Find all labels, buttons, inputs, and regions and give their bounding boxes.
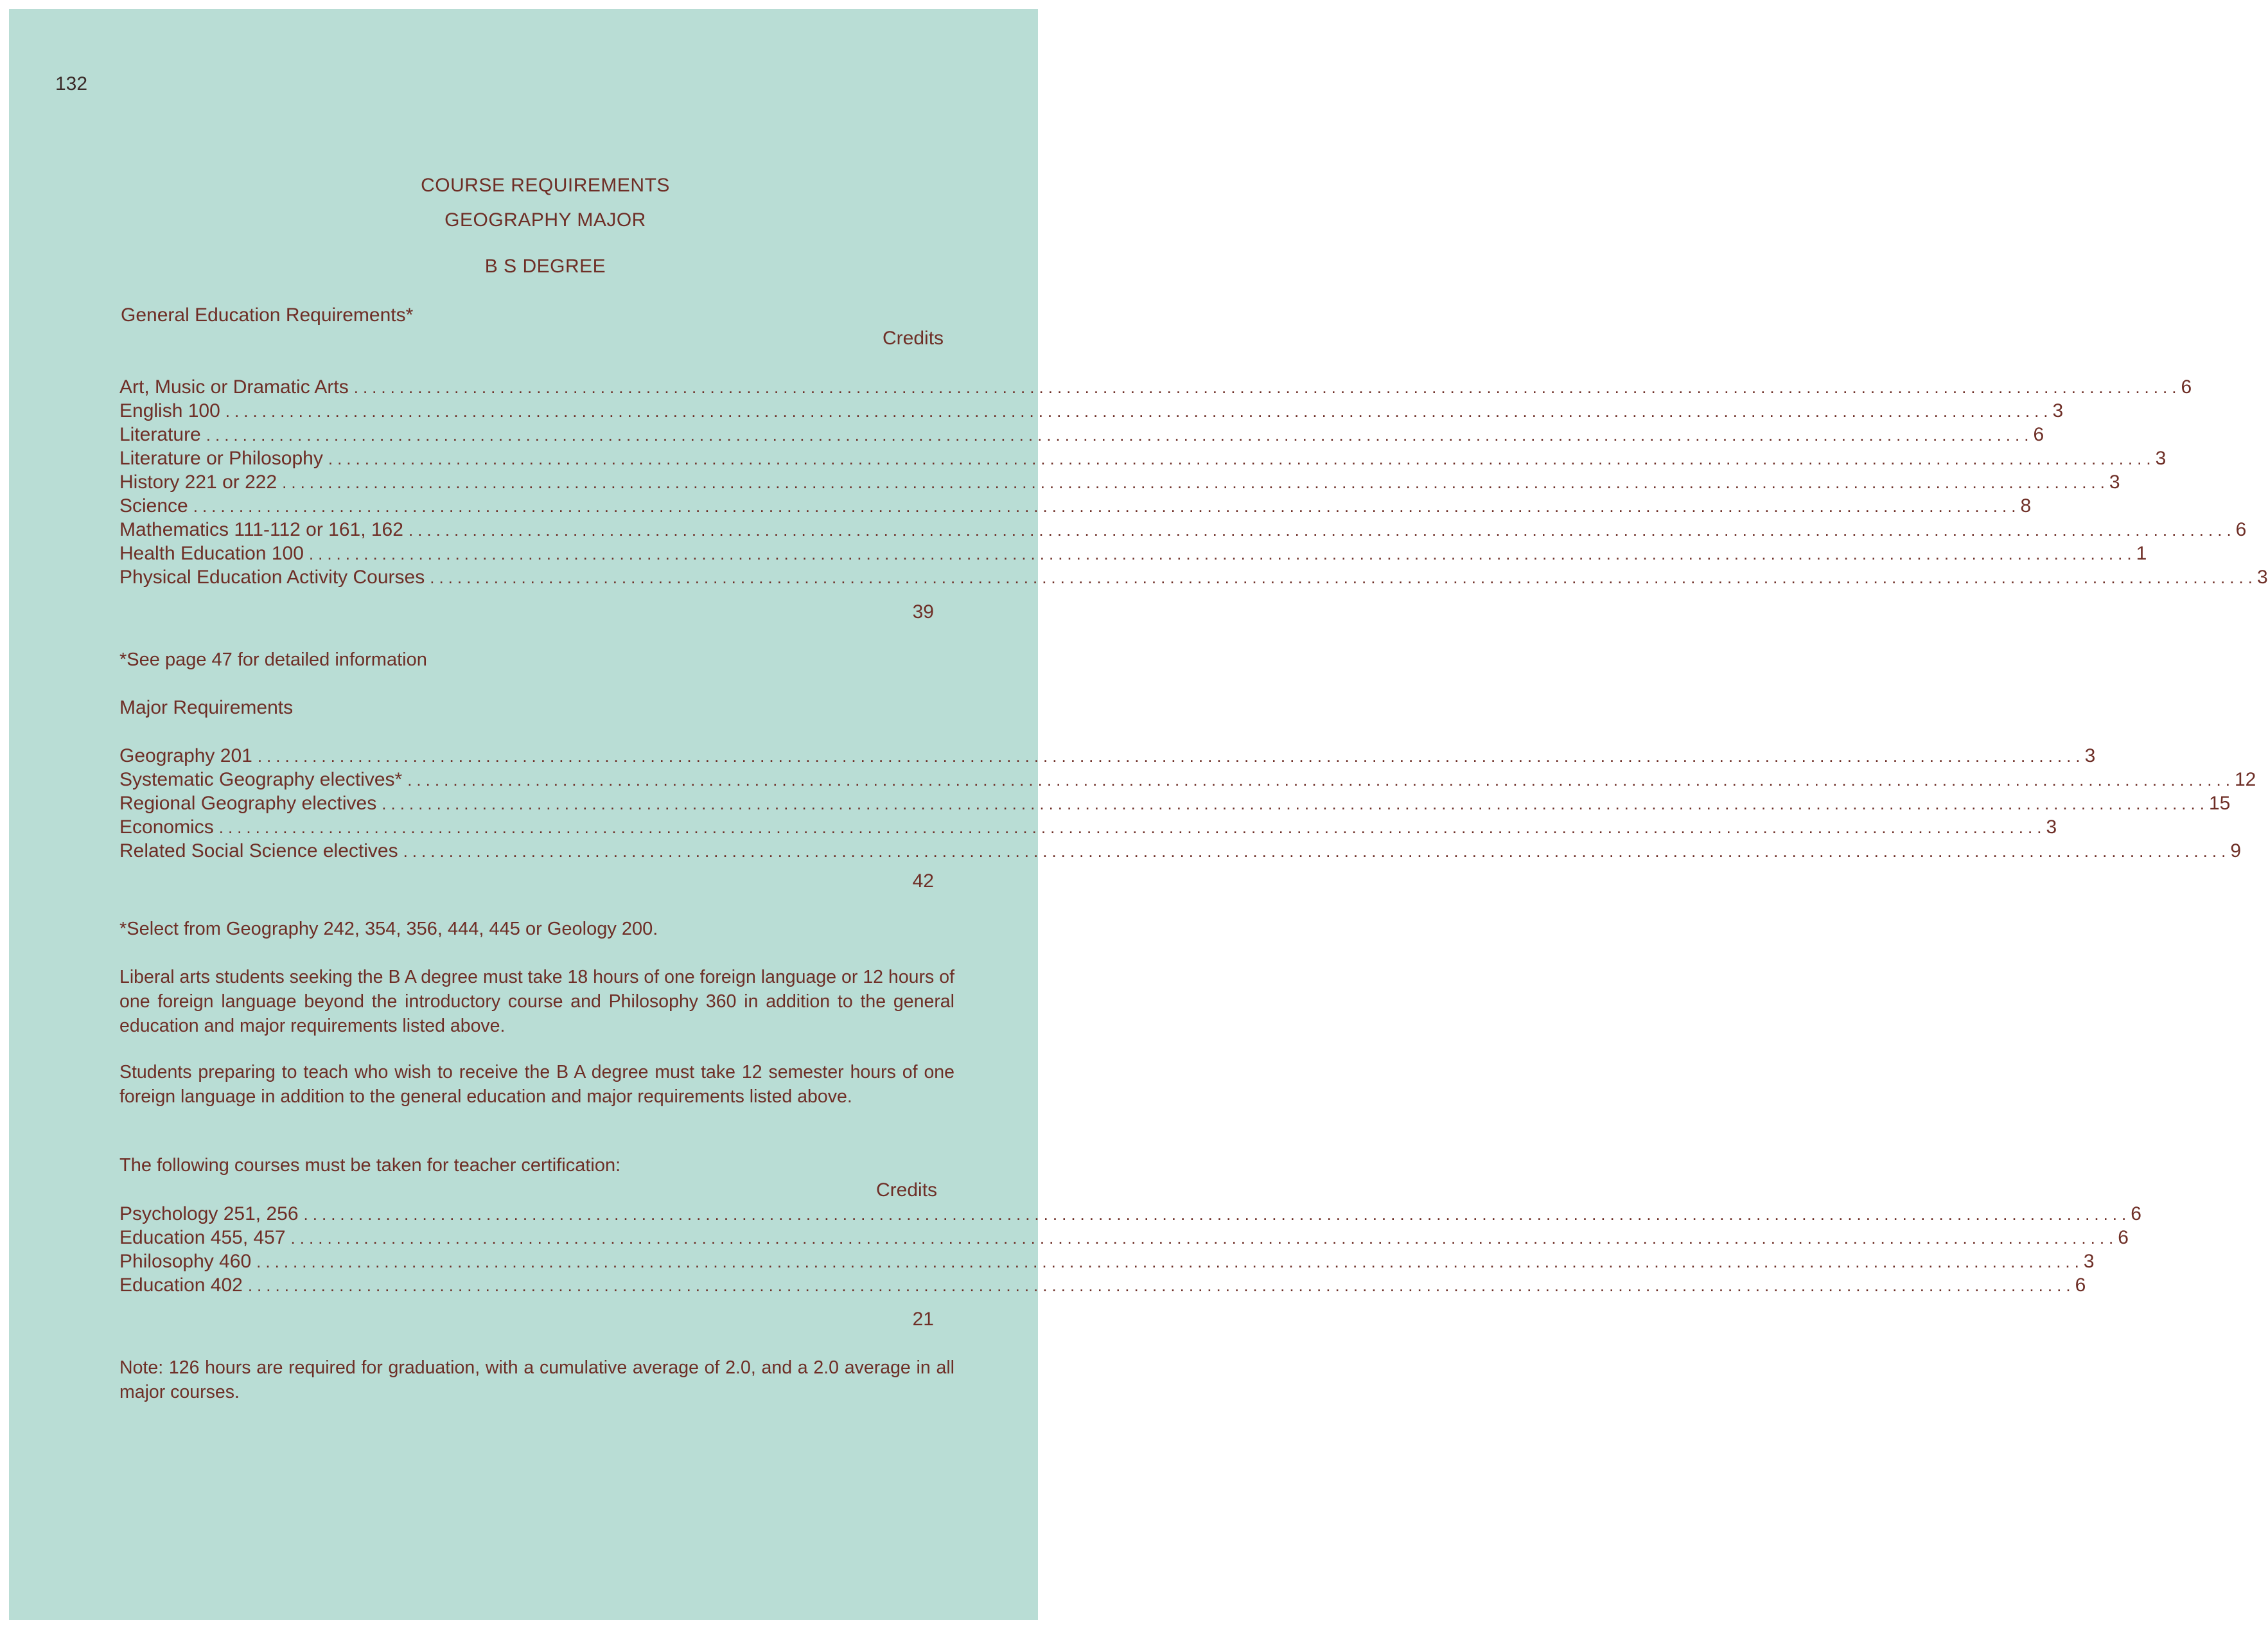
major-item bbox=[119, 769, 2256, 793]
major-item bbox=[119, 840, 2241, 864]
dot-leader: ........................................................................................................................................................................................................ bbox=[218, 818, 2046, 837]
item-label: Regional Geography electives bbox=[119, 793, 377, 814]
item-label: History 221 or 222 bbox=[119, 472, 277, 493]
item-credits: 9 bbox=[2230, 840, 2241, 861]
item-label: Literature or Philosophy bbox=[119, 448, 323, 469]
teacher-total: 21 bbox=[912, 1309, 934, 1330]
item-credits: 1 bbox=[2136, 543, 2147, 564]
item-label: Education 455, 457 bbox=[119, 1227, 286, 1248]
dot-leader: ........................................................................................................................................................................................................ bbox=[282, 473, 2109, 492]
general-credits-label: Credits bbox=[883, 328, 944, 349]
teacher-credits-label: Credits bbox=[876, 1179, 938, 1201]
general-total: 39 bbox=[912, 601, 934, 622]
item-credits: 3 bbox=[2046, 816, 2057, 838]
teacher-item bbox=[119, 1227, 2129, 1251]
item-label: Philosophy 460 bbox=[119, 1251, 252, 1272]
item-credits: 15 bbox=[2208, 793, 2231, 814]
dot-leader: ........................................................................................................................................................................................................ bbox=[193, 497, 2021, 516]
item-label: Literature bbox=[119, 424, 201, 445]
dot-leader: ........................................................................................................................................................................................................ bbox=[225, 402, 2053, 421]
item-credits: 3 bbox=[2155, 448, 2167, 469]
catalog-page bbox=[9, 9, 2268, 1620]
general-item bbox=[119, 448, 2167, 472]
item-label: English 100 bbox=[119, 400, 220, 421]
item-credits: 3 bbox=[2256, 567, 2268, 588]
general-item bbox=[119, 567, 2268, 590]
general-footnote: *See page 47 for detailed information bbox=[119, 649, 427, 670]
heading-geography-major: GEOGRAPHY MAJOR bbox=[444, 209, 646, 231]
item-credits: 3 bbox=[2109, 472, 2120, 493]
major-item bbox=[119, 745, 2096, 769]
dot-leader: ........................................................................................................................................................................................................ bbox=[430, 568, 2257, 587]
major-requirements-title: Major Requirements bbox=[119, 697, 294, 718]
general-item bbox=[119, 543, 2147, 567]
dot-leader: ........................................................................................................................................................................................................ bbox=[407, 770, 2235, 790]
item-credits: 6 bbox=[2033, 424, 2044, 445]
dot-leader: ........................................................................................................................................................................................................ bbox=[328, 449, 2156, 468]
dot-leader: ........................................................................................................................................................................................................ bbox=[247, 1276, 2075, 1295]
item-credits: 3 bbox=[2083, 1251, 2095, 1272]
general-item bbox=[119, 424, 2044, 448]
dot-leader: ........................................................................................................................................................................................................ bbox=[408, 520, 2236, 540]
item-label: Mathematics 111-112 or 161, 162 bbox=[119, 519, 403, 540]
dot-leader: ........................................................................................................................................................................................................ bbox=[290, 1228, 2118, 1248]
dot-leader: ........................................................................................................................................................................................................ bbox=[308, 544, 2136, 563]
item-label: Health Education 100 bbox=[119, 543, 304, 564]
item-label: Art, Music or Dramatic Arts bbox=[119, 376, 349, 398]
item-credits: 6 bbox=[2235, 519, 2247, 540]
item-label: Science bbox=[119, 495, 188, 516]
ba-teaching-paragraph: Students preparing to teach who wish to receive the B A degree must take 12 semester hours of one foreign language in addition to the general education and major requirements listed above. bbox=[119, 1062, 954, 1107]
general-item bbox=[119, 495, 2032, 519]
item-label: Geography 201 bbox=[119, 745, 252, 766]
dot-leader: ........................................................................................................................................................................................................ bbox=[206, 425, 2034, 445]
item-credits: 3 bbox=[2084, 745, 2096, 766]
general-item bbox=[119, 472, 2120, 495]
dot-leader: ........................................................................................................................................................................................................ bbox=[382, 794, 2209, 813]
dot-leader: ........................................................................................................................................................................................................ bbox=[257, 746, 2085, 766]
item-label: Physical Education Activity Courses bbox=[119, 567, 425, 588]
page-number: 132 bbox=[55, 73, 88, 94]
item-credits: 6 bbox=[2118, 1227, 2129, 1248]
major-item bbox=[119, 793, 2231, 816]
item-credits: 8 bbox=[2020, 495, 2032, 516]
heading-course-requirements: COURSE REQUIREMENTS bbox=[421, 175, 670, 196]
major-footnote: *Select from Geography 242, 354, 356, 444, 445 or Geology 200. bbox=[119, 919, 658, 939]
general-education-title: General Education Requirements* bbox=[121, 305, 414, 326]
teacher-item bbox=[119, 1251, 2095, 1275]
ba-liberal-arts-paragraph: Liberal arts students seeking the B A degree must take 18 hours of one foreign language or 12 hours of one foreign language beyond the introductory course and Philosophy 360 in addition to the general education and major requirements listed above. bbox=[119, 967, 954, 1036]
dot-leader: ........................................................................................................................................................................................................ bbox=[256, 1252, 2084, 1271]
teacher-item bbox=[119, 1275, 2086, 1298]
item-label: Psychology 251, 256 bbox=[119, 1203, 299, 1224]
dot-leader: ........................................................................................................................................................................................................ bbox=[303, 1205, 2131, 1224]
teacher-item bbox=[119, 1203, 2141, 1227]
teacher-certification-intro: The following courses must be taken for teacher certification: bbox=[119, 1155, 621, 1176]
major-total: 42 bbox=[912, 870, 934, 892]
general-item bbox=[119, 400, 2064, 424]
item-credits: 12 bbox=[2234, 769, 2256, 790]
item-credits: 6 bbox=[2131, 1203, 2141, 1224]
item-credits: 3 bbox=[2052, 400, 2064, 421]
item-label: Related Social Science electives bbox=[119, 840, 398, 861]
general-item bbox=[119, 376, 2192, 400]
dot-leader: ........................................................................................................................................................................................................ bbox=[403, 842, 2231, 861]
item-label: Education 402 bbox=[119, 1275, 243, 1296]
major-item bbox=[119, 816, 2057, 840]
dot-leader: ........................................................................................................................................................................................................ bbox=[353, 378, 2181, 397]
graduation-note: Note: 126 hours are required for graduation, with a cumulative average of 2.0, and a 2.0 average in all major courses. bbox=[119, 1357, 954, 1402]
heading-degree: B S DEGREE bbox=[484, 256, 606, 277]
general-item bbox=[119, 519, 2247, 543]
item-credits: 6 bbox=[2075, 1275, 2086, 1296]
item-label: Systematic Geography electives* bbox=[119, 769, 403, 790]
item-credits: 6 bbox=[2181, 376, 2192, 398]
item-label: Economics bbox=[119, 816, 214, 838]
